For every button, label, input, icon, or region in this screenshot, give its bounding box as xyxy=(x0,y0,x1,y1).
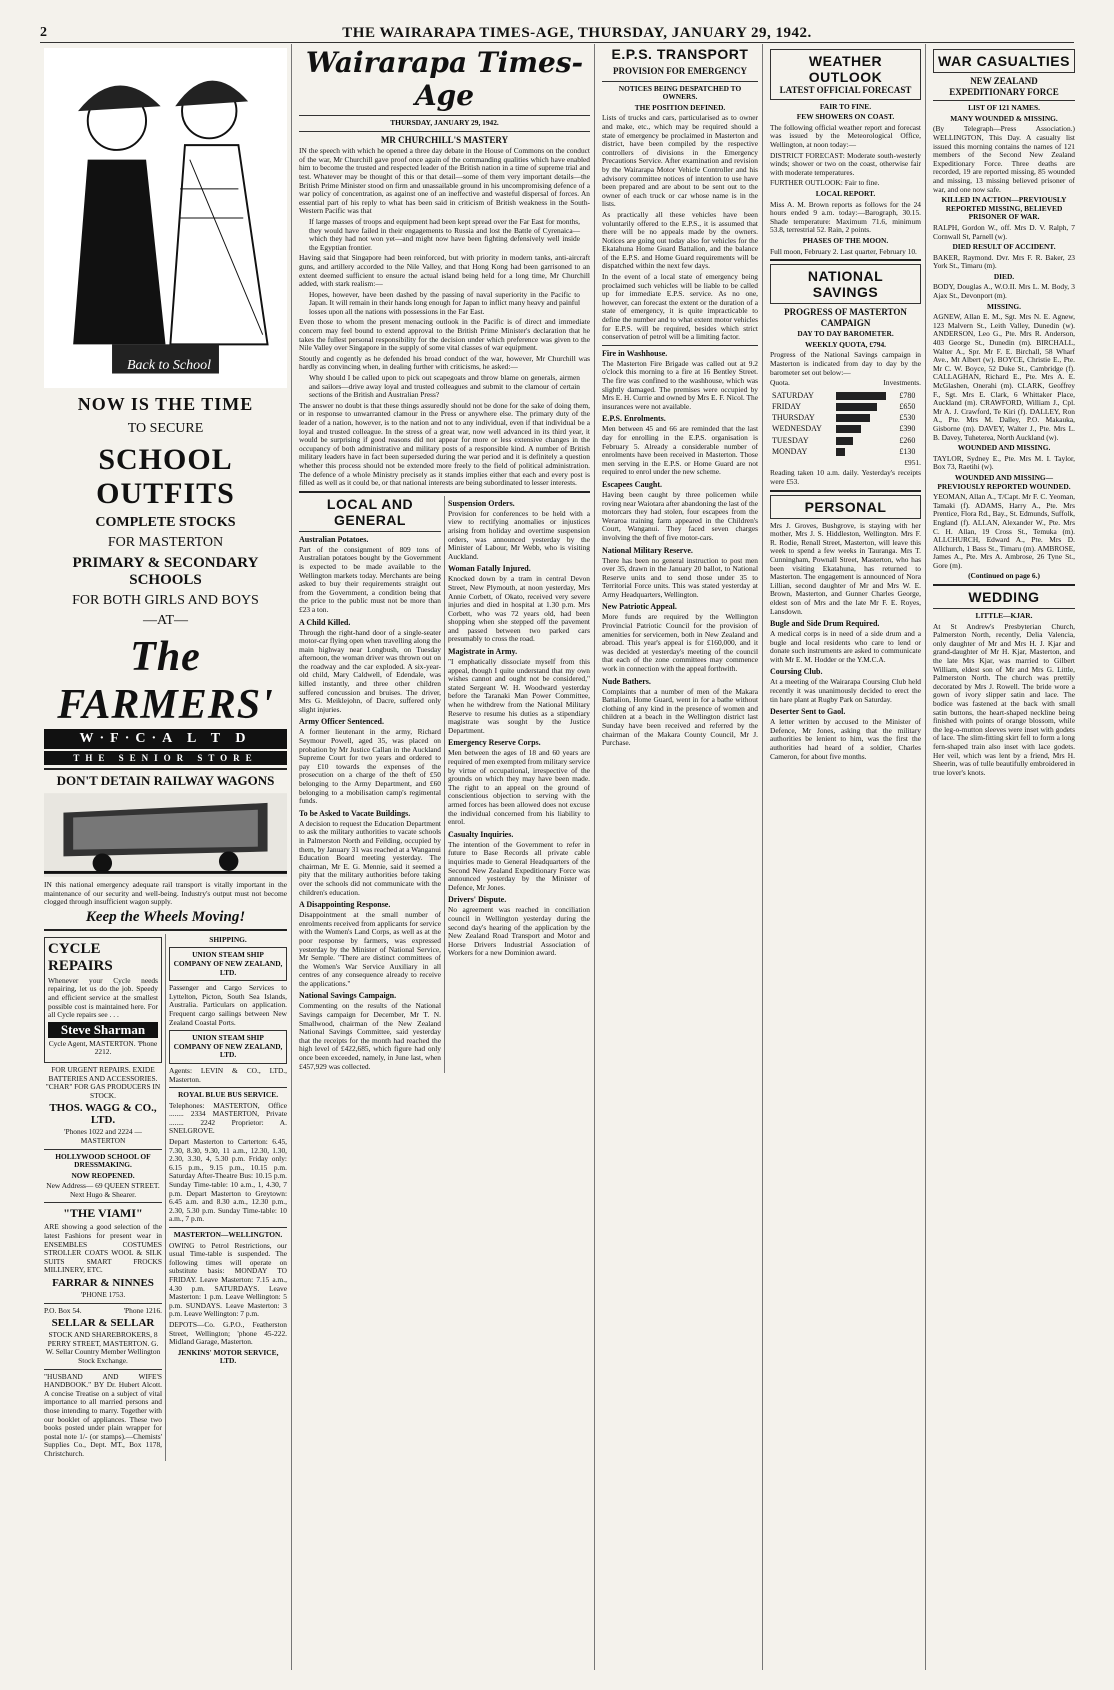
missing-head: MISSING. xyxy=(987,301,1021,311)
farrar-name: FARRAR & NINNES xyxy=(52,1277,154,1290)
cycle-body: Whenever your Cycle needs repairing, let us do the job. Speedy and efficient service at the smallest possible cost is maintained here. For all Cycle repairs see . . . xyxy=(48,975,158,1020)
page-header xyxy=(40,24,1074,43)
viami-body: ARE showing a good selection of the latest Fashions for present wear in ENSEMBLES COSTUMES STROLLER COATS WOOL & SILK SUITS SMART FROCKS MILLINERY, ETC. xyxy=(44,1222,162,1275)
bugle-body: A medical corps is in need of a side drum and a bugle and local residents who care to lend or donate such instruments are asked to communicate with Mr E. M. Hodder or the Y.M.C.A. xyxy=(770,629,921,664)
reading-note: Reading taken 10 a.m. daily. Yesterday's receipts were £53. xyxy=(770,468,921,486)
railway-body: IN this national emergency adequate rail transport is vitally important in the maintenance of our security and well-being. Industry's output must not become clogged through insufficient wagon supply. xyxy=(44,880,287,907)
war-casualties-title: WAR CASUALTIES xyxy=(938,53,1070,69)
barometer-quota: £530 xyxy=(899,413,916,423)
barometer-day: TUESDAY xyxy=(772,435,809,445)
jenkins-motor: JENKINS' MOTOR SERVICE, LTD. xyxy=(177,1347,279,1366)
casualty-body: The intention of the Government to refer in future to Base Records all private cable inquiries made to General Headquarters of the Second New Zealand Expeditionary Force was announced yesterday by the Minister of Defence, Mr Jones. xyxy=(448,839,590,892)
savings-body: Progress of the National Savings campaign in Masterton is indicated from day to day by the barometer set out below:— xyxy=(770,350,921,377)
emergency-body: Men between the ages of 18 and 60 years are required of men exempted from military service by virtue of occupational, irrespective of the grounds on which they may have been made. The right to an appeal on the ground of conscientious objection to serving with the armed forces has been allowed does not excuse the individual concerned from his liability to enrol. xyxy=(448,748,591,827)
wounded-list: TAYLOR, Sydney E., Pte. Mrs M. I. Taylor, Box 73, Raetihi (w). xyxy=(933,453,1075,472)
aus-potatoes-head: Australian Potatoes. xyxy=(299,534,369,544)
back-to-school-illustration xyxy=(44,48,287,388)
at-label: —AT— xyxy=(142,613,189,628)
local-report-head: LOCAL REPORT. xyxy=(815,188,876,198)
savings-head: National Savings Campaign. xyxy=(299,991,397,1001)
barometer-row xyxy=(770,434,921,445)
drivers-body: No agreement was reached in conciliation council in Wellington yesterday during the second day's hearing of the application by the New Zealand Road Transport and Motor and Horse Drivers Industrial Association of Workers for a new Dominion award. xyxy=(448,905,590,958)
sharman-name: Steve Sharman xyxy=(48,1022,158,1038)
editorial-p3: Even those to whom the present menacing outlook in the Pacific is of direct and immediate concern may feel bound to extend approval to the British Prime Minister's declaration that he takes the fullest personal responsibility for the decision under which preference was given to the Nile Valley over Singapore in the supply of some vital classes of war equipment. xyxy=(299,317,590,353)
barometer-quota: £780 xyxy=(899,390,916,400)
further-outlook: FURTHER OUTLOOK: Fair to fine. xyxy=(770,178,880,188)
depots: DEPOTS—Co. G.P.O., Featherston Street, Wellington; 'phone 45-222. Midland Garage, Masterton. xyxy=(169,1319,287,1347)
eps-title: E.P.S. TRANSPORT xyxy=(611,46,749,62)
barometer-bar xyxy=(836,425,861,433)
barometer-day: WEDNESDAY xyxy=(772,424,822,434)
fair-to-fine: FAIR TO FINE. xyxy=(819,101,872,111)
barometer-row xyxy=(770,423,921,434)
missing-list: AGNEW, Allan E. M., Sgt. Mrs N. E. Agnew, 123 Malvern St., Leith Valley, Dunedin (w). ANDERSON, Leo G., Pte. Mrs R. Anderson, 403 George St., Dunedin (m). BIRCHALL, Walter A., Spr. Mr F. E. Birchall, 58 Wharf Ave., Mt Albert (w). BOYCE, Christie E., Pte. Mr C. W. Boyce, 52 Duke St., Cambridge (f). CALLAGHAN, Richard E., Pte. Mrs A. E. McGlashen, Onerahi (m). CLARK, Geoffrey F., Sgt. Mrs E. Clark, 6 Whittaker Place, Auckland (m). CRAWFORD, William J., Cpl. Mr A. J. Crawford, Te Kiri (f). DALLEY, Ron A., Pte. Mrs M. Dalley, P.O. Makauka, Gisborne (m). DAVEY, Walter J., Pte. Mrs L. B. Davey, Tuheterea, North Auckland (w). xyxy=(933,312,1075,442)
nz-force: NEW ZEALAND EXPEDITIONARY FORCE xyxy=(949,76,1059,97)
bugle-head: Bugle and Side Drum Required. xyxy=(770,619,880,629)
military-head: National Military Reserve. xyxy=(602,545,693,555)
eps-column xyxy=(598,44,763,1670)
editorial-quote2: Hopes, however, have been dashed by the passing of naval superiority in the Pacific to Japan. It will remain in their hands long enough for Japan to inflict many heavy and painful losses upon all the nations with possessions in the Far East. xyxy=(309,289,580,316)
weather-sub: LATEST OFFICIAL FORECAST xyxy=(779,85,912,95)
eps-enrol-head: E.P.S. Enrolments. xyxy=(602,414,666,424)
wagon-drawing xyxy=(44,792,287,878)
sellar-phone: 'Phone 1216. xyxy=(123,1305,162,1315)
editorial-p1: IN the speech with which he opened a three day debate in the House of Commons on the conduct of the war, Mr Churchill gave proof once again of the commanding qualities which have enabled him to become the trusted and respected leader of the British nation in a time of supreme trial and test. Whatever may be thought of this or that detail—some of them very important details—the British Prime Minister stood on firm and unassailable ground in his uncompromising defence of a war policy of concentration, as against one of an ineffective and wasteful dispersal of forces. An essential part of his reply to what has been said in criticism of British weakness in the South-Western Pacific was that xyxy=(299,146,590,216)
military-body: There has been no general instruction to post men over 35, drawn in the January 20 ballot, to National Reserve units and to send those under 35 to Territorial Force units. This was stated yesterday at Army Headquarters, Wellington. xyxy=(602,555,758,599)
barometer-bar-cell xyxy=(834,446,898,457)
editorial-column xyxy=(295,44,595,1670)
district-forecast: DISTRICT FORECAST: Moderate south-westerly winds; shower or two on the coast, otherwise fair with moderate temperatures. xyxy=(770,150,921,177)
eps-sub: PROVISION FOR EMERGENCY xyxy=(612,66,747,76)
royal-blue-bus: ROYAL BLUE BUS SERVICE. xyxy=(177,1090,279,1100)
weather-column xyxy=(766,44,926,1670)
now-is-the-time: NOW IS THE TIME xyxy=(77,394,254,414)
barometer-bar xyxy=(836,392,886,400)
escapees-head: Escapees Caught. xyxy=(602,479,663,489)
barometer-bar-cell xyxy=(834,423,898,434)
child-killed-body: Through the right-hand door of a single-seater motor-car flying open when travelling along the main highway near Longbush, on Tuesday afternoon, the woman driver was thrown out on the roadway and the car exploded. A six-year-old child, Mary Caldwell, of Edendale, was killed instantly, and three other children suffered concussion and bruises. The driver, Mrs G. Meiklejohn, of Dacre, suffered only slight injuries. xyxy=(299,627,441,714)
union-steam-ship-2: UNION STEAM SHIP COMPANY OF NEW ZEALAND, LTD. xyxy=(169,1030,287,1064)
barometer-quota: £390 xyxy=(899,424,916,434)
urgent-repairs: FOR URGENT REPAIRS. EXIDE BATTERIES AND ACCESSORIES. "CHAR" FOR GAS PRODUCERS IN STOCK. xyxy=(45,1064,161,1100)
continued-note: (Continued on page 6.) xyxy=(968,571,1040,581)
barometer-day: FRIDAY xyxy=(772,402,802,412)
killed-head: KILLED IN ACTION—PREVIOUSLY REPORTED MISSING, BELIEVED PRISONER OF WAR. xyxy=(941,195,1067,222)
army-officer-body: A former lieutenant in the army, Richard Seymour Powell, aged 35, was placed on probation by Mr Justice Callan in the Auckland Supreme Court for two years and ordered to pay £10 towards the expenses of the prosecution on a charge of the theft of £50 belonging to the Army Department, and £60 belonging to a mobilisation camp's regimental funds. xyxy=(299,727,441,806)
hollywood-title: HOLLYWOOD SCHOOL OF DRESSMAKING. xyxy=(55,1151,151,1170)
magistrate-head: Magistrate in Army. xyxy=(448,647,518,657)
barometer-day: SATURDAY xyxy=(772,390,814,400)
killed-list: RALPH, Gordon W., off. Mrs D. V. Ralph, 7 Cornwall St, Parnell (w). xyxy=(933,222,1075,241)
died-head: DIED. xyxy=(993,271,1015,281)
barometer-row xyxy=(770,412,921,423)
barometer-bar xyxy=(836,448,845,456)
barometer-bar xyxy=(836,437,853,445)
shipping-title: SHIPPING. xyxy=(209,934,247,944)
suspension-head: Suspension Orders. xyxy=(448,498,515,508)
eps-body2: As practically all these vehicles have been voluntarily offered to the E.P.S., it is assumed that there will be no appeals made by the owners. Notices are going out today also for vehicles for the Ekatahuna Home Guard Battalion, and the balance of the E.P.S. and Home Guard requirements will be dispatched within the next few days. xyxy=(602,209,758,271)
eps-position: THE POSITION DEFINED. xyxy=(634,102,726,112)
editorial-p4: Stoutly and cogently as he defended his broad conduct of the war, however, Mr Churchill was hardly as convincing when, in dealing further with criticisms, he asked:— xyxy=(299,353,590,372)
hollywood-address: New Address— 69 QUEEN STREET. Next Hugo & Shearer. xyxy=(46,1181,160,1199)
shipping-column xyxy=(165,934,287,1461)
casualty-head: Casualty Inquiries. xyxy=(448,829,514,839)
investments-total: £951. xyxy=(904,457,921,467)
editorial-p2: Having said that Singapore had been reinforced, but with priority in modern tanks, anti-aircraft guns, and artillery accorded to the Nile Valley, and that Hong Kong had been garrisoned to an extent deemed sufficient to ensure the actual island being held for a long time, Mr Churchill added, with stark realism:— xyxy=(299,253,590,289)
casualties-column xyxy=(929,44,1079,1670)
masterton-wellington: MASTERTON—WELLINGTON. xyxy=(173,1230,283,1239)
complete-stocks: COMPLETE STOCKS xyxy=(95,515,236,530)
moon-head: PHASES OF THE MOON. xyxy=(802,235,889,245)
woman-injured-head: Woman Fatally Injured. xyxy=(448,564,531,574)
escapees-body: Having been caught by three policemen while roving near Waiotara after abandoning the last of the motorcars they had stolen, four escapees from the Weraroa training farm appeared in the Children's Court, Wanganui. They faced seven charges involving the theft of five motor-cars. xyxy=(602,489,758,542)
vacate-head: To be Asked to Vacate Buildings. xyxy=(299,808,411,818)
accident-head: DIED RESULT OF ACCIDENT. xyxy=(952,242,1056,252)
savings-progress: PROGRESS OF MASTERTON CAMPAIGN xyxy=(784,307,907,328)
weather-title: WEATHER OUTLOOK xyxy=(808,53,883,85)
savings-body: Commenting on the results of the National Savings campaign for December, Mr T. N. Smallwood, chairman of the New Zealand National Savings Committee, said yesterday that the receipts for the month had reached the high level of £422,685, which figure had only once been exceeded, namely, in June last, when £457,929 was collected. xyxy=(299,1001,441,1071)
back-to-school-script: Back to School xyxy=(127,358,211,373)
cycle-repairs-ad xyxy=(44,937,162,1063)
handbook-ad: "HUSBAND AND WIFE'S HANDBOOK." BY Dr. Hubert Alcott. A concise Treatise on a subject of vital importance to all married persons and those intending to marry. Together with our booklet of appliances. These two books posted under plain wrapper for postal note 1/- (or stamps).—Chemists' Supplies Co., Dept. MT., Box 1178, Christchurch. xyxy=(44,1371,162,1458)
barometer-bar-cell xyxy=(834,401,898,412)
woman-injured-body: Knocked down by a tram in central Devon Street, New Plymouth, at noon yesterday, Mrs Annie Corbett, of Okato, received very severe injuries and died in hospital at 1.30 p.m. Mrs Corbett, who was 72 years old, had been shopping when she stepped off the pavement and passed between two parked cars presumably to cross the road. xyxy=(448,574,590,644)
eps-notice: NOTICES BEING DESPATCHED TO OWNERS. xyxy=(618,83,742,102)
fire-body: The Masterton Fire Brigade was called out at 9.2 o'clock this morning to a fire at 16 Bentley Street. The fire was confined to the washhouse, which was slightly damaged. The premises were occupied by Mrs E. H. Currie and owned by Mrs E. F. Nicol. The insurances were not available. xyxy=(602,358,758,411)
barometer-day: MONDAY xyxy=(772,446,808,456)
barometer-row xyxy=(770,401,921,412)
barometer-bar xyxy=(836,403,877,411)
keep-wheels-moving: Keep the Wheels Moving! xyxy=(85,908,246,925)
wfca-banner: W·F·C·A L T D xyxy=(44,729,287,749)
for-masterton: FOR MASTERTON xyxy=(107,535,224,550)
army-officer-head: Army Officer Sentenced. xyxy=(299,717,384,727)
drivers-head: Drivers' Dispute. xyxy=(448,895,507,905)
railway-wagon-illustration xyxy=(44,792,287,878)
coursing-head: Coursing Club. xyxy=(770,667,823,677)
deserter-head: Deserter Sent to Gaol. xyxy=(770,707,846,717)
barometer-day: THURSDAY xyxy=(772,413,815,423)
accident-list: BAKER, Raymond. Dvr. Mrs F. R. Baker, 23 York St., Timaru (m). xyxy=(933,252,1075,271)
editorial-quote3: Why should I be called upon to pick out scapegoats and throw blame on generals, airmen and sailors—drive away loyal and trusted colleagues and submit to the clamour of certain sections of the British and Australian Press? xyxy=(309,373,580,400)
weather-notice: The following official weather report and forecast was issued by the Meteorological Office, Wellington, at noon today:— xyxy=(770,122,921,149)
editorial-title: MR CHURCHILL'S MASTERY xyxy=(380,134,509,145)
aus-potatoes-body: Part of the consignment of 809 tons of Australian potatoes bought by the Government is expected to be made available to the Wellington markets today. Merchants are being asked to buy their requirements straight out from the Government, a condition being that the price to the public must not be more than £23 a ton. xyxy=(299,544,441,614)
paper-nameplate: Wairarapa Times-Age xyxy=(305,46,584,112)
child-killed-head: A Child Killed. xyxy=(299,617,351,627)
casualty-intro: (By Telegraph—Press Association.) WELLINGTON, This Day. A casualty list issued this morning contains the names of 121 members of the Second New Zealand Expeditionary Force. Three deaths are recorded, 19 are reported missing, 85 wounded and missing, 13 missing believed prisoner of war, and one now safe. xyxy=(933,124,1075,194)
wedding-body: At St Andrew's Presbyterian Church, Palmerston North, recently, Delia Valencia, only daughter of Mr and Mrs H. J. Kjar and grand-daughter of Mr H. Kjar, Masterton, and the late Mrs Kjar, was married to Gilbert William, eldest son of Mr and Mrs G. Little, Palmerston North. The church was prettily decorated by Mrs J. Rowell. The bride wore a gown of ivory slipper satin and lace. The bodice was fastened at the back with small satin buttons, the heart-shaped neckline being finished with points of orange blossom, while the leg-o-mutton sleeves were inset with godets of lace. The slim-fitting skirt fell to form a long fern-shaped train also inset with lace godets. Her veil, which was lent by a friend, Mrs H. Sheerin, was of tulle beautifully embroidered in true lover's knots. xyxy=(933,621,1075,777)
advertisement-column xyxy=(40,44,292,1670)
po-box: P.O. Box 54. xyxy=(44,1305,82,1315)
barometer-bar-cell xyxy=(834,390,898,401)
list-names: LIST OF 121 NAMES. xyxy=(968,103,1040,113)
barometer-bar-cell xyxy=(834,434,898,445)
shipping-body: Passenger and Cargo Services to Lyttelton, Picton, South Sea Islands, Australia. Particulars on application. Frequent cargo sailings between New Zealand Coastal Ports. xyxy=(169,983,287,1027)
schoolgirls-drawing xyxy=(44,48,287,388)
many-wounded: MANY WOUNDED & MISSING. xyxy=(950,113,1058,123)
deserter-body: A letter written by accused to the Minister of Defence, Mr Jones, asking that the military authorities be lenient to him, was the first the authorities had heard of a soldier, Charles Cameron, for about five months. xyxy=(770,717,921,761)
petrol-notice: OWING to Petrol Restrictions, our usual Time-table is suspended. The following times will operate on substitute basis: MONDAY TO FRIDAY. Leave Masterton: 7.15 a.m., 4.30 p.m. SATURDAYS. Leave Masterton: 1 p.m. Leave Wellington: 5 p.m. SUNDAYS. Leave Masterton: 3 p.m. Leave Wellington: 7 p.m. xyxy=(169,1240,287,1319)
farrar-phone: 'PHONE 1753. xyxy=(80,1290,126,1300)
to-secure: TO SECURE xyxy=(127,421,204,436)
editorial-p5: The answer no doubt is that these things assuredly should not be done for the sake of doing them, or in response to unwarranted clamour in the Press or anywhere else. The primary duty of the leader of a nation, however, is to the nation and not to any individual, even if that individual be a loyal and trusted colleague. In the stress of a great war, now well advanced in its third year, it would be surprising if good reasons did not appear for more or less extensive changes in the occupancy of both administrative and military posts of a responsible kind. A number of British military leaders have in fact been superseded during the war period and it is definitely a question whether this process should not be extended more freely to the field of political administration. The defence of a whole Ministry precisely as it stands implies either that each and every post is filled as well as it could be, or that national interests are being subordinated to lesser interests. xyxy=(299,400,590,488)
barometer-head: DAY TO DAY BAROMETER. xyxy=(797,329,894,339)
wagg-name: THOS. WAGG & CO., LTD. xyxy=(49,1102,157,1127)
eps-body3: In the event of a local state of emergency being proclaimed such vehicles will be liable to be called up for immediate E.P.S. service. As no one, however, can forecast the extent or the duration of a state of emergency, it is quite impracticable to define the number and to what extent motor vehicles for E.P.S. will be required, besides which strict conservation of petrol will be a limiting factor. xyxy=(602,272,758,342)
savings-title: NATIONAL SAVINGS xyxy=(807,268,884,301)
senior-store: THE SENIOR STORE xyxy=(44,751,287,765)
magistrate-body: "I emphatically dissociate myself from this appeal, though I quite understand that my own wishes cannot and ought not be considered," stated Sergeant W. H. Woodward yesterday before the Taranaki Man Power Committee, when he withdrew from the National Military Reserve to resume his duties as a stipendiary magistrate was sought by the Justice Department. xyxy=(448,657,590,735)
suspension-body: Provision for conferences to be held with a view to rectifying anomalies or injustices arising from holiday and overtime suspension orders, was announced yesterday by the Minister of Labour, Mr Webb, who is visiting Auckland. xyxy=(448,508,590,561)
moon-body: Full moon, February 2. Last quarter, February 10. xyxy=(770,246,917,256)
barometer-bar xyxy=(836,414,870,422)
wounded-head: WOUNDED AND MISSING. xyxy=(957,443,1051,453)
local-report-body: Miss A. M. Brown reports as follows for the 24 hours ended 9 a.m. today:—Barograph, 30.15. Shade temperature: Maximum 71.6, minimum 53.8, terrestrial 52. Rain, 2 points. xyxy=(770,199,921,235)
eps-body1: Lists of trucks and cars, particularised as to owner and make, etc., which may be required should a state of emergency be proclaimed in Masterton and district, have been compiled by the respective controllers of divisions in the Emergency Precautions Service. After examination and revision by the Wairarapa Motor Vehicle Controller and his advisory committee notices of intention to use have been prepared and are about to be sent out to the owner of each truck or car whose name is in the lists. xyxy=(602,113,758,209)
barometer-quota: £650 xyxy=(899,402,916,412)
personal-body: Mrs J. Groves, Bushgrove, is staying with her mother, Mrs J. S. Hiddleston, Wellington. Mrs F. R. Rodie, Renall Street, Masterton, will leave this week to spend a few weeks in Tauranga. Mrs T. Cunningham, Pownall Street, Masterton, who has been visiting Ekatahuna, has returned to Masterton. The engagement is announced of Nora Lillian, second daughter of Mr and Mrs W. E. Brown, Masterton, and Gunner Charles George, eldest son of Mrs and the late Mr F. E. Royes, Lansdown. xyxy=(770,520,921,616)
wedding-title: WEDDING xyxy=(968,589,1040,606)
page-title: THE WAIRARAPA TIMES-AGE, THURSDAY, JANUARY 29, 1942. xyxy=(342,24,812,41)
sharman-address: Cycle Agent, MASTERTON. 'Phone 2212. xyxy=(48,1038,158,1057)
reopened: NOW REOPENED. xyxy=(71,1170,135,1180)
previously-head: WOUNDED AND MISSING—PREVIOUSLY REPORTED WOUNDED. xyxy=(937,472,1071,491)
wedding-names: LITTLE—KJAR. xyxy=(975,611,1033,621)
editorial-quote1: If large masses of troops and equipment had been kept spread over the Far East for months, they would have failed in their engagements to Russia and lost the Battle of Cyrenaica—which they had not won yet—and might now have been fighting defensively well inside the Egyptian frontier. xyxy=(309,216,580,252)
barometer-bar-cell xyxy=(834,412,898,423)
sellar-sub: STOCK AND SHAREBROKERS, 8 PERRY STREET, MASTERTON. G. W. Sellar Country Member Wellington Stock Exchange. xyxy=(45,1330,161,1365)
personal-title: PERSONAL xyxy=(804,498,887,515)
investments-header: Investments. xyxy=(883,378,921,388)
primary-secondary: PRIMARY & SECONDARY SCHOOLS xyxy=(72,555,259,588)
sellar-name: SELLAR & SELLAR xyxy=(51,1317,155,1330)
both-girls-boys: FOR BOTH GIRLS AND BOYS xyxy=(72,593,259,608)
few-showers: FEW SHOWERS ON COAST. xyxy=(796,112,895,122)
barometer-quota: £130 xyxy=(899,446,916,456)
railway-title: DON'T DETAIN RAILWAY WAGONS xyxy=(56,773,275,788)
quota-header: Quota. xyxy=(770,378,790,388)
disappointing-head: A Disappointing Response. xyxy=(299,900,391,910)
bus-timetable: Depart Masterton to Carterton: 6.45, 7.30, 8.30, 9.30, 11 a.m., 12.30, 1.30, 2.30, 3.30, 4, 5.30 p.m. Friday only: 6.15 p.m., 9.15 p.m., 10.15 p.m. Saturday After-Theatre Bus: 10.15 p.m. Sunday Time-table: 10 a.m., 1, 4.30, 7 p.m. Depart Masterton to Greytown: 6.45 a.m. and 8.30 a.m., 12.30 p.m., 2.30, 5.30 p.m. Sunday Time-table: 10 a.m., 7 p.m. xyxy=(169,1137,287,1224)
vacate-body: A decision to request the Education Department to ask the military authorities to vacate schools in Palmerston North and Feilding, occupied by them, by January 31 was reached at a Wanganui Education Board meeting yesterday. The chairman, Mr E. G. Mennie, said it seemed a pity that the military authorities before taking over the schools did not communicate with the children's education. xyxy=(299,818,441,897)
bus-telephones: Telephones: MASTERTON, Office ........ 2334 MASTERTON, Private ........ 2242 Proprietor: A. SNELGROVE. xyxy=(169,1100,287,1136)
emergency-head: Emergency Reserve Corps. xyxy=(448,738,541,748)
barometer-row xyxy=(770,390,921,401)
barometer-quota: £260 xyxy=(899,435,916,445)
farmers-logo: The FARMERS' xyxy=(57,634,274,728)
shipping-agents: Agents: LEVIN & CO., LTD., Masterton. xyxy=(169,1065,287,1084)
nude-body: Complaints that a number of men of the Makara Battalion, Home Guard, went in for a bathe without clothing of any kind in the presence of women and children at a beach in the Wellington district last Sunday have been received and referred by the chairman of the Makara County Council, Mr J. Purchase. xyxy=(602,686,758,748)
previously-list: YEOMAN, Allan A., T/Capt. Mr F. C. Yeoman, Tamaki (f). ADAMS, Harry A., Pte. Mrs Prentice, Flora Rd., Bay., St. Edmunds, Suffolk, England (f). ALLAN, Alexander W., Pte. Mrs C. H. Allan, 19 Cross St., Temuka (m). ALLCHURCH, Edward A., Pte. Mrs D. Allchurch, 1 Bass St., Timaru (m). AMBROSE, James A., Pte. Mrs A. Ambrose, 26 Tyne St., Gore (m). xyxy=(933,492,1075,570)
died-list: BODY, Douglas A., W.O.II. Mrs L. M. Body, 3 Ajax St., Devonport (m). xyxy=(933,282,1075,301)
patriotic-head: New Patriotic Appeal. xyxy=(602,602,677,612)
savings-barometer xyxy=(770,390,921,457)
disappointing-body: Disappointment at the small number of enrolments received from applicants for service with the Women's Land Corps, as well as at the poor response by farmers, was expressed yesterday by the Minister of National Service, Mr Semple. "There are distinct committees of the Women's War Service Auxiliary in all centres of any consequence already to receive the applications." xyxy=(299,910,441,988)
fire-head: Fire in Washhouse. xyxy=(602,348,668,358)
cycle-title: CYCLE REPAIRS xyxy=(48,940,113,974)
local-general-title: LOCAL AND GENERAL xyxy=(326,495,414,528)
eps-enrol-body: Men between 45 and 66 are reminded that the last day for enrolling in the E.P.S. organisation is February 5. Already a considerable number of enrolments have been received in Masterton. Those men serving in the E.P.S. or Home Guard are not required to enrol under the new scheme. xyxy=(602,424,758,477)
weekly-quota: WEEKLY QUOTA, £794. xyxy=(804,339,887,349)
page-number: 2 xyxy=(40,25,47,40)
school-outfits: SCHOOL OUTFITS xyxy=(96,443,235,510)
wagg-phone: 'Phones 1022 and 2224 — MASTERTON xyxy=(64,1127,142,1145)
editorial-date: THURSDAY, JANUARY 29, 1942. xyxy=(390,118,499,127)
nude-head: Nude Bathers. xyxy=(602,676,651,686)
barometer-row xyxy=(770,446,921,457)
viami-title: "THE VIAMI" xyxy=(63,1206,143,1221)
coursing-body: At a meeting of the Wairarapa Coursing Club held recently it was unanimously decided to erect the tin hare plant at Rugby Park on Saturday. xyxy=(770,677,921,704)
patriotic-body: More funds are required by the Wellington Provincial Patriotic Council for the provision of amenities for servicemen, both in New Zealand and abroad. This year's appeal is for £160,000, and it was decided at yesterday's meeting of the council that each of the zone committees may commence work in connection with the appeal forthwith. xyxy=(602,612,758,674)
union-steam-ship: UNION STEAM SHIP COMPANY OF NEW ZEALAND, LTD. xyxy=(169,947,287,981)
